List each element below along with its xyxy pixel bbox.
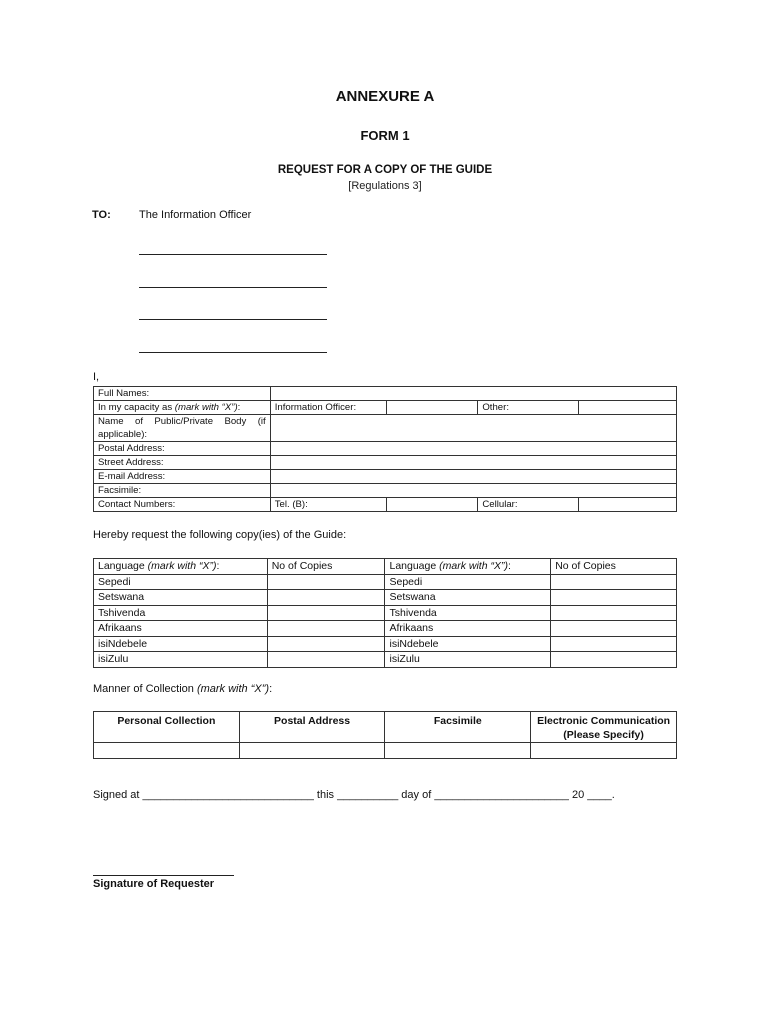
- language-row: [94, 574, 677, 590]
- address-line-2[interactable]: [139, 287, 327, 288]
- tel-label: Tel. (B):: [270, 498, 386, 512]
- language-name[interactable]: isiZulu: [385, 652, 551, 668]
- language-table: [93, 558, 677, 668]
- language-name[interactable]: Tshivenda: [94, 605, 268, 621]
- collection-table: [93, 711, 677, 759]
- copies-header-right: No of Copies: [551, 559, 677, 575]
- facsimile-field[interactable]: [270, 484, 676, 498]
- address-line-3[interactable]: [139, 319, 327, 320]
- copies-field[interactable]: [267, 636, 385, 652]
- copies-field[interactable]: [551, 574, 677, 590]
- to-label: TO:: [92, 209, 111, 221]
- signature-label: Signature of Requester: [93, 878, 215, 890]
- language-name[interactable]: Sepedi: [94, 574, 268, 590]
- full-names-label: Full Names:: [94, 387, 271, 401]
- capacity-mark-hint: (mark with “X”): [174, 402, 238, 413]
- collection-label-prefix: Manner of Collection: [93, 683, 197, 695]
- electronic-communication-header: Electronic Communication (Please Specify): [531, 712, 677, 743]
- signature-line[interactable]: [93, 875, 234, 876]
- postal-address-field[interactable]: [270, 442, 676, 456]
- capacity-suffix: :: [237, 402, 241, 413]
- body-name-field[interactable]: [270, 415, 676, 442]
- street-address-field[interactable]: [270, 456, 676, 470]
- copies-field[interactable]: [551, 636, 677, 652]
- body-name-line-2: applicable):: [98, 429, 148, 440]
- language-header-right: [385, 559, 551, 575]
- copies-field[interactable]: [267, 652, 385, 668]
- postal-address-label: Postal Address:: [94, 442, 271, 456]
- signed-at-line[interactable]: Signed at ____________________________ this __________ day of ______________________ 20 ____.: [93, 789, 615, 801]
- electronic-communication-mark-field[interactable]: [531, 743, 677, 759]
- contact-numbers-label: Contact Numbers:: [94, 498, 271, 512]
- language-row: [94, 590, 677, 606]
- facsimile-mark-field[interactable]: [385, 743, 531, 759]
- form-number: FORM 1: [360, 128, 410, 143]
- facsimile-label: Facsimile:: [94, 484, 271, 498]
- language-name[interactable]: Setswana: [94, 590, 268, 606]
- info-officer-mark-field[interactable]: [386, 401, 478, 415]
- copies-field[interactable]: [267, 590, 385, 606]
- email-address-label: E-mail Address:: [94, 470, 271, 484]
- collection-label: [93, 683, 272, 695]
- capacity-label: [94, 401, 271, 415]
- language-row: [94, 621, 677, 637]
- copies-field[interactable]: [551, 621, 677, 637]
- other-label: Other:: [478, 401, 579, 415]
- copies-field[interactable]: [551, 590, 677, 606]
- to-recipient: The Information Officer: [139, 209, 252, 221]
- language-row: [94, 636, 677, 652]
- full-names-field[interactable]: [270, 387, 676, 401]
- language-row: [94, 605, 677, 621]
- language-header-mark-hint: (mark with “X”): [439, 560, 508, 572]
- collection-label-suffix: :: [269, 683, 273, 695]
- language-name[interactable]: isiNdebele: [94, 636, 268, 652]
- language-name[interactable]: isiZulu: [94, 652, 268, 668]
- facsimile-header: Facsimile: [385, 712, 531, 743]
- tel-field[interactable]: [386, 498, 478, 512]
- copies-field[interactable]: [551, 605, 677, 621]
- copies-field[interactable]: [551, 652, 677, 668]
- cellular-field[interactable]: [579, 498, 677, 512]
- request-text: Hereby request the following copy(ies) of the Guide:: [93, 529, 347, 541]
- language-row: [94, 652, 677, 668]
- language-name[interactable]: Afrikaans: [385, 621, 551, 637]
- language-header-prefix: Language: [98, 560, 148, 572]
- language-header-mark-hint: (mark with “X”): [147, 560, 217, 572]
- body-name-line-1: Name of Public/Private Body (if: [98, 416, 266, 427]
- language-header-suffix: :: [507, 560, 511, 572]
- copies-field[interactable]: [267, 621, 385, 637]
- form-heading: REQUEST FOR A COPY OF THE GUIDE: [277, 164, 493, 176]
- requester-details-table: [93, 386, 677, 512]
- language-name[interactable]: Sepedi: [385, 574, 551, 590]
- language-name[interactable]: isiNdebele: [385, 636, 551, 652]
- personal-collection-mark-field[interactable]: [94, 743, 240, 759]
- address-line-1[interactable]: [139, 254, 327, 255]
- cellular-label: Cellular:: [478, 498, 579, 512]
- other-mark-field[interactable]: [579, 401, 677, 415]
- postal-address-mark-field[interactable]: [239, 743, 385, 759]
- language-name[interactable]: Afrikaans: [94, 621, 268, 637]
- language-name[interactable]: Tshivenda: [385, 605, 551, 621]
- language-header-prefix: Language: [389, 560, 440, 572]
- info-officer-label: Information Officer:: [270, 401, 386, 415]
- body-name-label: [94, 415, 271, 442]
- copies-header-left: No of Copies: [267, 559, 385, 575]
- street-address-label: Street Address:: [94, 456, 271, 470]
- address-line-4[interactable]: [139, 352, 327, 353]
- copies-field[interactable]: [267, 605, 385, 621]
- regulation-ref: [Regulations 3]: [348, 180, 422, 192]
- copies-field[interactable]: [267, 574, 385, 590]
- email-address-field[interactable]: [270, 470, 676, 484]
- language-name[interactable]: Setswana: [385, 590, 551, 606]
- capacity-prefix: In my capacity as: [98, 402, 175, 413]
- language-header-left: [94, 559, 268, 575]
- personal-collection-header: Personal Collection: [94, 712, 240, 743]
- annexure-title: ANNEXURE A: [335, 88, 435, 105]
- language-header-suffix: :: [216, 560, 220, 572]
- postal-address-header: Postal Address: [239, 712, 385, 743]
- collection-mark-hint: (mark with “X”): [196, 683, 270, 695]
- requester-intro: I,: [93, 371, 100, 383]
